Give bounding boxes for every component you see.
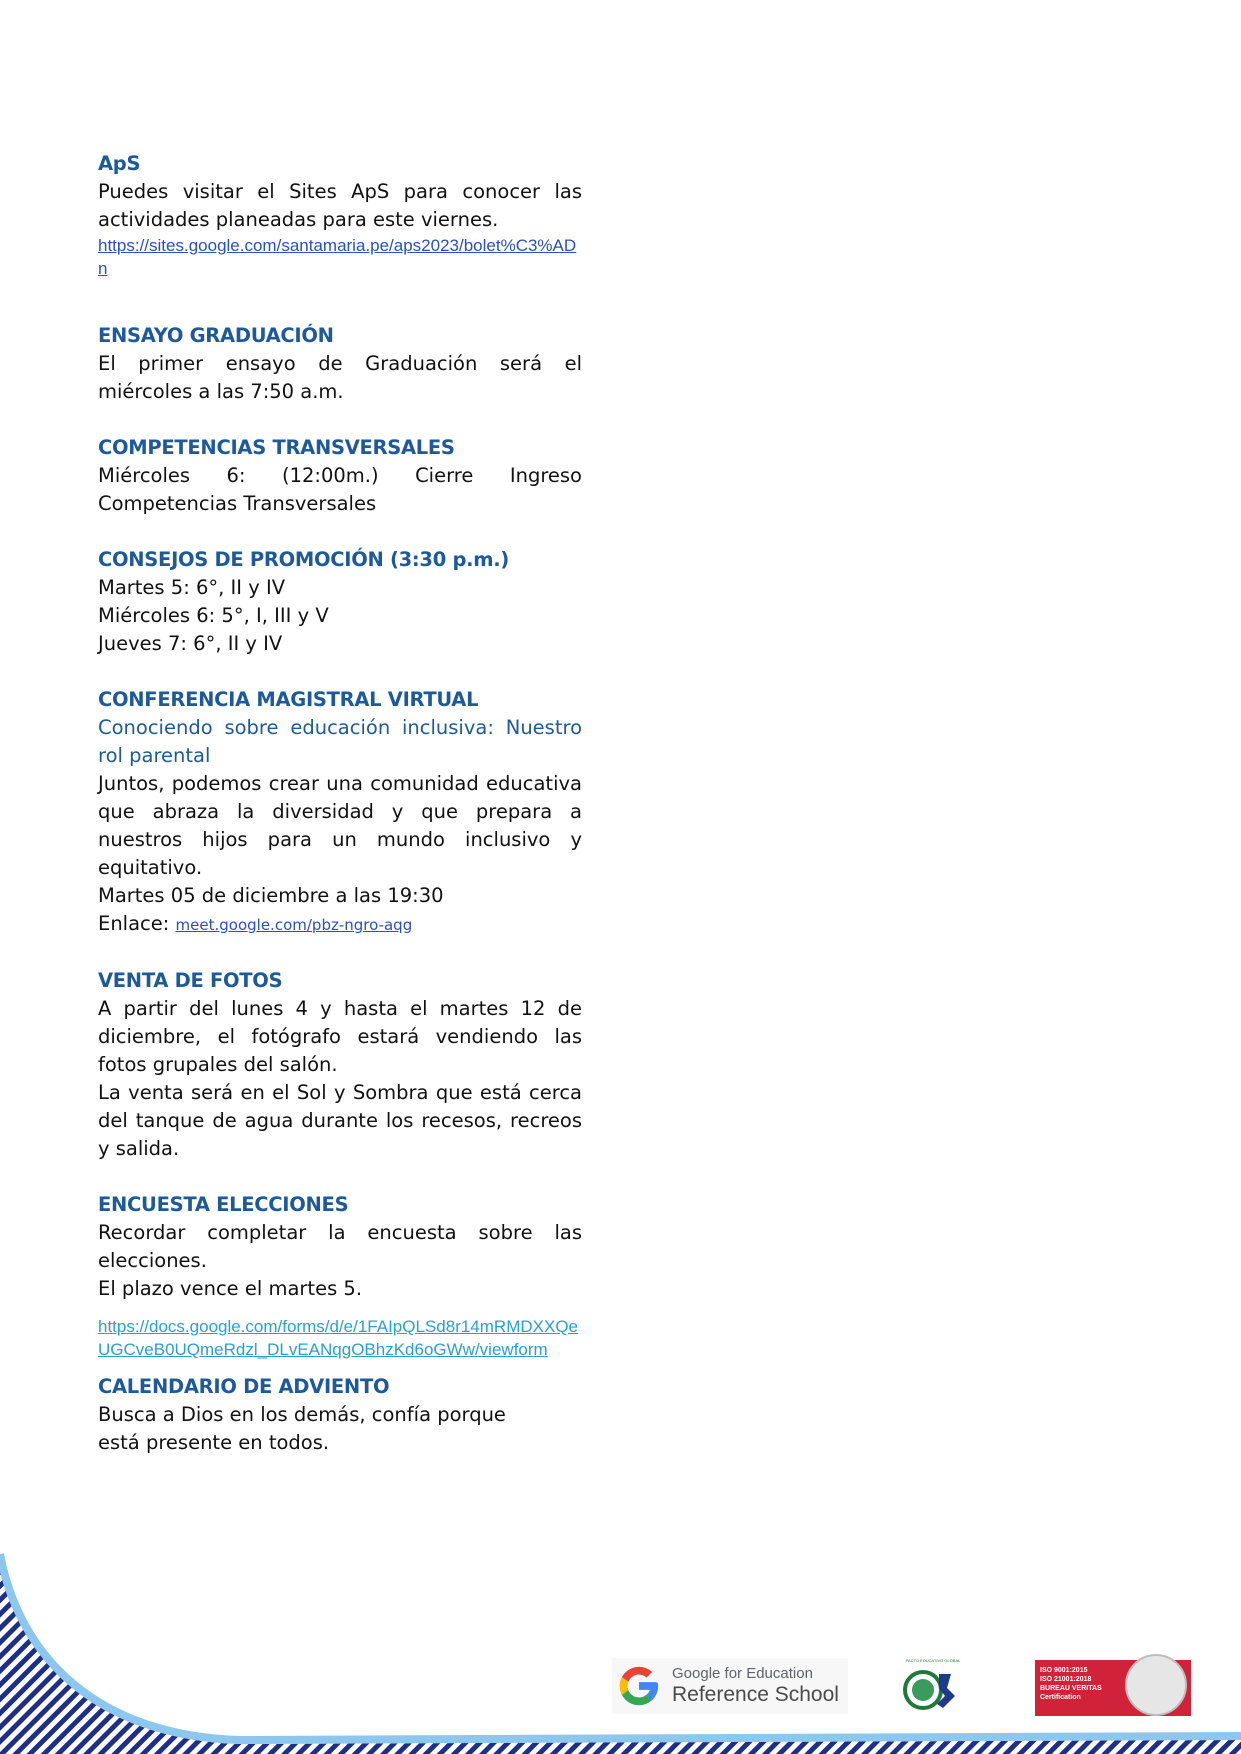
bv-line: ISO 21001:2018: [1040, 1676, 1092, 1683]
section-text: Puedes visitar el Sites ApS para conocer las actividades planeadas para este viernes.: [98, 180, 582, 231]
section-competencias: [98, 434, 582, 518]
section-conferencia: [98, 686, 582, 939]
section-text: Juntos, podemos crear una comunidad educativa que abraza la diversidad y que prepara a nuestros hijos para un mundo inclusivo y equitativo.: [98, 772, 582, 879]
section-text: El primer ensayo de Graduación será el miércoles a las 7:50 a.m.: [98, 352, 582, 403]
bv-line: BUREAU VERITAS: [1040, 1685, 1102, 1692]
consejo-line: Martes 5: 6°, II y IV: [98, 576, 286, 599]
consejo-line: Miércoles 6: 5°, I, III y V: [98, 604, 329, 627]
conferencia-link-row: [98, 910, 582, 939]
bv-line: Certification: [1040, 1694, 1081, 1701]
section-title: ApS: [98, 152, 141, 175]
section-text: Miércoles 6: (12:00m.) Cierre Ingreso Competencias Transversales: [98, 464, 582, 515]
link-label: Enlace:: [98, 912, 170, 935]
section-title: VENTA DE FOTOS: [98, 969, 283, 992]
pacto-text: PACTO EDUCATIVO GLOBAL: [905, 1658, 961, 1663]
section-text: La venta será en el Sol y Sombra que está cerca del tanque de agua durante los recesos, recreos y salida.: [98, 1081, 582, 1160]
pacto-educativo-logo: [893, 1658, 973, 1718]
section-text: A partir del lunes 4 y hasta el martes 12 de diciembre, el fotógrafo estará vendiendo las fotos grupales del salón.: [98, 997, 582, 1076]
section-aps: [98, 150, 582, 280]
google-line2: Reference School: [672, 1683, 839, 1706]
section-text: El plazo vence el martes 5.: [98, 1277, 363, 1300]
section-consejos: [98, 546, 582, 658]
bv-seal-icon: [1125, 1654, 1187, 1716]
section-title: COMPETENCIAS TRANSVERSALES: [98, 436, 455, 459]
google-g-icon: [616, 1663, 662, 1709]
bureau-veritas-logo: [1035, 1660, 1191, 1716]
section-title: CONSEJOS DE PROMOCIÓN (3:30 p.m.): [98, 548, 509, 571]
bv-line: ISO 9001:2015: [1040, 1667, 1088, 1674]
section-title: ENSAYO GRADUACIÓN: [98, 324, 334, 347]
conferencia-date: Martes 05 de diciembre a las 19:30: [98, 884, 444, 907]
encuesta-form-link[interactable]: https://docs.google.com/forms/d/e/1FAIpQLSd8r14mRMDXXQeUGCveB0UQmeRdzl_DLvEANqgOBhzKd6oGWw/viewform: [98, 1317, 578, 1359]
section-text: Recordar completar la encuesta sobre las elecciones.: [98, 1221, 582, 1272]
section-ensayo-graduacion: [98, 322, 582, 406]
section-venta-fotos: [98, 967, 582, 1163]
newsletter-content: [98, 150, 582, 1457]
conferencia-subtitle: Conociendo sobre educación inclusiva: Nuestro rol parental: [98, 716, 582, 767]
google-reference-school-logo: [612, 1658, 848, 1714]
section-title: CALENDARIO DE ADVIENTO: [98, 1375, 390, 1398]
section-text: Busca a Dios en los demás, confía porque está presente en todos.: [98, 1403, 506, 1454]
aps-sites-link[interactable]: https://sites.google.com/santamaria.pe/aps2023/bolet%C3%ADn: [98, 236, 577, 278]
section-title: ENCUESTA ELECCIONES: [98, 1193, 349, 1216]
meet-link[interactable]: meet.google.com/pbz-ngro-aqg: [175, 916, 413, 934]
footer-wave-decoration: [0, 1540, 1241, 1754]
section-adviento: [98, 1373, 582, 1457]
section-title: CONFERENCIA MAGISTRAL VIRTUAL: [98, 688, 479, 711]
consejo-line: Jueves 7: 6°, II y IV: [98, 632, 283, 655]
google-line1: Google for Education: [672, 1665, 813, 1682]
section-encuesta: [98, 1191, 582, 1361]
pacto-globe-icon: [893, 1658, 973, 1718]
